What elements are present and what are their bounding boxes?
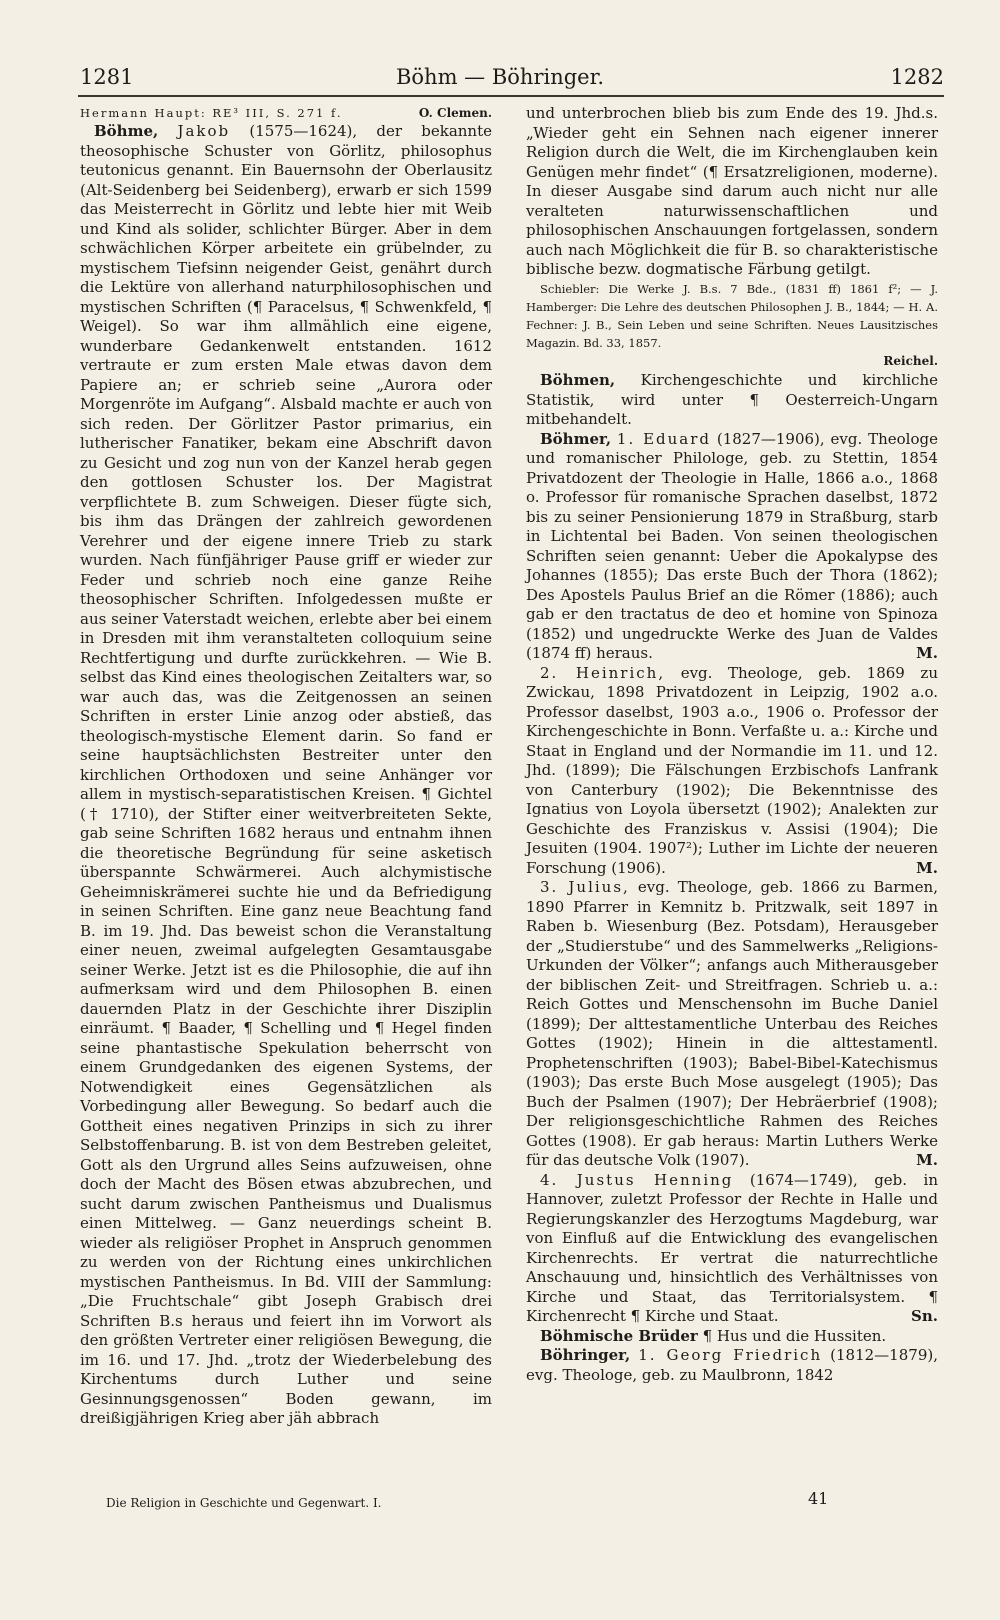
entry-boehmer-eduard — [526, 430, 938, 664]
left-page-number: 1281 — [80, 65, 134, 89]
author-signature: Sn. — [911, 1307, 938, 1325]
author-signature: M. — [916, 644, 938, 662]
entry-continuation: und unterbrochen blieb bis zum Ende des 19. Jhd.s. „Wieder geht ein Sehnen nach eigener innerer Religion durch die Welt, die im Kirchenglauben kein Genügen mehr findet“ (¶ Ersatzreligionen, moderne). In dieser Ausgabe sind darum auch nicht nur alle veralteten naturwissenschaftlichen und philosophischen Anschauungen fortgelassen, sondern auch nach Möglichkeit die für B. so charakteristische biblische bezw. dogmatische Färbung getilgt. — [526, 104, 938, 278]
footer-publication: Die Religion in Geschichte und Gegenwart. I. — [106, 1496, 382, 1510]
entry-headword: Böhme, — [94, 122, 159, 140]
entry-given-name: 1. Georg Friedrich — [638, 1346, 823, 1364]
entry-boehmer-heinrich — [526, 664, 938, 879]
entry-given-name: 4. Justus Henning — [540, 1170, 734, 1189]
entry-given-name: 2. Heinrich, — [540, 663, 666, 682]
entry-body: evg. Theologe, geb. 1866 zu Barmen, 1890 Pfarrer in Kemnitz b. Pritzwalk, seit 1897 in Raben b. Wiesenburg (Bez. Potsdam), Herausgeber der „Studierstube“ und des Sammelwerks „Religions-Urkunden der Völker“; anfangs auch Mitherausgeber der biblischen Zeit- und Streitfragen. Schrieb u. a.: Reich Gottes und Menschensohn im Buche Daniel (1899); Der alttestamentliche Unterbau des Reiches Gottes (1902); Hinein in die alttestamentl. Prophetenschriften (1903); Babel-Bibel-Katechismus (1903); Das erste Buch Mose ausgelegt (1905); Das Buch der Psalmen (1907); Der Hebräerbrief (1908); Der religionsgeschichtliche Rahmen des Reiches Gottes (1908). Er gab heraus: Martin Luthers Werke für das deutsche Volk (1907). — [526, 878, 938, 1169]
literature-reference — [80, 104, 492, 122]
entry-boehmen — [526, 371, 938, 430]
entry-body: Kirchengeschichte und kirchliche Statistik, wird unter ¶ Oesterreich-Ungarn mitbehandelt. — [526, 371, 938, 428]
entry-body: (1827—1906), evg. Theologe und romanischer Philologe, geb. zu Stettin, 1854 Privatdozent der Theologie in Halle, 1866 a.o., 1868 o. Professor für romanische Sprachen daselbst, 1872 bis zu seiner Pensionierung 1879 in Straßburg, starb in Lichtental bei Baden. Von seinen theologischen Schriften seien genannt: Ueber die Apokalypse des Johannes (1855); Das erste Buch der Thora (1862); Des Apostels Paulus Brief an die Römer (1886); auch gab er den tractatus de deo et homine von Spinoza (1852) und ungedruckte Werke des Juan de Valdes (1874 ff) heraus. — [526, 429, 938, 662]
entry-boehme-jakob — [80, 122, 492, 1429]
literature-reference: Schiebler: Die Werke J. B.s. 7 Bde., (1831 ff) 1861 f²; — J. Hamberger: Die Lehre des deutschen Philosophen J. B., 1844; — H. A. Fechner: J. B., Sein Leben und seine Schriften. Neues Lausitzisches Magazin. Bd. 33, 1857. — [526, 281, 938, 350]
entry-given-name: 1. Eduard — [616, 429, 711, 448]
author-signature: O. Clemen. — [418, 106, 492, 120]
right-page-number: 1282 — [890, 65, 944, 89]
entry-body: (1575—1624), der bekannte theosophische Schuster von Görlitz, philosophus teutonicus genannt. Ein Bauernsohn der Oberlausitz (Alt-Seidenberg bei Seidenberg), erwarb er sich 1599 das Meisterrecht in Görlitz und lebte hier mit Weib und Kind als solider, schlichter Bürger. Aber in dem schwächlichen Körper arbeitete ein grübelnder, zu mystischem Tiefsinn neigender Geist, genährt durch die Lektüre von allerhand naturphilosophischen und mystischen Schriften (¶ Paracelsus, ¶ Schwenkfeld, ¶ Weigel). So war ihm allmählich eine eigene, wunderbare Gedankenwelt entstanden. 1612 vertraute er zum ersten Male etwas davon dem Papiere an; er schrieb seine „Aurora oder Morgenröte im Aufgang“. Alsbald machte er auch von sich reden. Der Görlitzer Pastor primarius, ein lutherischer Fanatiker, bekam eine Abschrift davon zu Gesicht und zog nun von der Kanzel herab gegen den gottlosen Schuster los. Der Magistrat verpflichtete B. zum Schweigen. Dieser fügte sich, bis ihm das Drängen der zahlreich gewordenen Verehrer und der eigene innere Trieb zu stark wurden. Nach fünfjähriger Pause griff er wieder zur Feder und schrieb noch eine ganze Reihe theosophischer Schriften. Infolgedessen mußte er aus seiner Vaterstadt weichen, erlebte aber bei einem in Dresden mit ihm veranstalteten colloquium seine Rechtfertigung und durfte zurückkehren. — Wie B. selbst das Kind eines theologischen Zeitalters war, so war auch das, was die Zeitgenossen an seinen Schriften in erster Linie anzog oder abstieß, das theologisch-mystische Element darin. So fand er seine hauptsächlichsten Bestreiter unter den kirchlichen Orthodoxen und seine Anhänger vor allem in mystisch-separatistischen Kreisen. ¶ Gichtel († 1710), der Stifter einer weitverbreiteten Sekte, gab seine Schriften 1682 heraus und entnahm ihnen die theoretische Begründung für seine asketisch überspannte Schwärmerei. Auch alchymistische Geheimniskrämerei suchte hie und da Befriedigung in seinen Schriften. Eine ganz neue Beachtung fand B. im 19. Jhd. Das beweist schon die Veranstaltung einer neuen, zweimal aufgelegten Gesamtausgabe seiner Werke. Jetzt ist es die Philosophie, die auf ihn aufmerksam wird und dem Philosophen B. einen dauernden Platz in der Geschichte ihrer Disziplin einräumt. ¶ Baader, ¶ Schelling und ¶ Hegel finden seine phantastische Spekulation beherrscht von einem Grundgedanken des eigenen Systems, der Notwendigkeit eines Gegensätzlichen als Vorbedingung aller Bewegung. So bedarf auch die Gottheit eines negativen Prinzips in sich zu ihrer Selbstoffenbarung. B. ist von dem Bestreben geleitet, Gott als den Urgrund alles Seins aufzuweisen, ohne doch der Macht des Bösen etwas abzubrechen, und sucht darum zwischen Pantheismus und Dualismus einen Mittelweg. — Ganz neuerdings scheint B. wieder als religiöser Prophet in Anspruch genommen zu werden von der Richtung eines unkirchlichen mystischen Pantheismus. In Bd. VIII der Sammlung: „Die Fruchtschale“ gibt Joseph Grabisch drei Schriften B.s heraus und feiert ihn im Vorwort als den größten Vertreter einer religiösen Bewegung, die im 16. und 17. Jhd. „trotz der Wiederbelebung des Kirchentums durch Luther und seine Gesinnungsgenossen“ Boden gewann, im dreißigjährigen Krieg aber jäh abbrach — [80, 122, 492, 1427]
entry-given-name: Jakob — [177, 122, 231, 140]
author-signature: Reichel. — [883, 353, 938, 368]
left-column — [80, 104, 492, 1429]
sheet-signature: 41 — [808, 1489, 829, 1508]
entry-given-name: 3. Julius, — [540, 878, 630, 896]
right-column — [526, 104, 938, 1385]
entry-body: (1812—1879), evg. Theologe, geb. zu Maulbronn, 1842 — [526, 1346, 938, 1384]
running-head: Böhm — Böhringer. — [395, 65, 605, 89]
author-signature: M. — [916, 858, 938, 877]
entry-boehmer-justus — [526, 1171, 938, 1327]
entry-headword: Böhringer, — [540, 1346, 631, 1364]
entry-body: ¶ Hus und die Hussiten. — [702, 1326, 887, 1345]
entry-boehringer-georg — [526, 1346, 938, 1385]
author-signature: M. — [916, 1151, 938, 1169]
entry-body: (1674—1749), geb. in Hannover, zuletzt Professor der Rechte in Halle und Regierungskanzler des Herzogtums Magdeburg, war von Einfluß auf die Entwicklung des evangelischen Kirchenrechts. Er vertrat die naturrechtliche Anschauung und, hinsichtlich des Verhältnisses von Kirche und Staat, das Territorialsystem. ¶ Kirchenrecht ¶ Kirche und Staat. — [526, 1170, 938, 1325]
entry-boehmer-julius — [526, 878, 938, 1171]
entry-body: evg. Theologe, geb. 1869 zu Zwickau, 1898 Privatdozent in Leipzig, 1902 a.o. Professor daselbst, 1903 a.o., 1906 o. Professor der Kirchengeschichte in Bonn. Verfaßte u. a.: Kirche und Staat in England und der Normandie im 11. und 12. Jhd. (1899); Die Fälschungen Erzbischofs Lanfrank von Canterbury (1902); Die Bekenntnisse des Ignatius von Loyola übersetzt (1902); Analekten zur Geschichte des Franziskus v. Assisi (1904); Die Jesuiten (1904. 1907²); Luther im Lichte der neueren Forschung (1906). — [526, 663, 938, 877]
entry-headword: Böhmer, — [540, 429, 612, 448]
entry-boehmische-brueder — [526, 1327, 938, 1347]
header-rule — [78, 95, 944, 97]
literature-text: Hermann Haupt: RE³ III, S. 271 f. — [80, 106, 343, 120]
entry-headword: Böhmische Brüder — [540, 1326, 698, 1345]
entry-headword: Böhmen, — [540, 371, 616, 389]
